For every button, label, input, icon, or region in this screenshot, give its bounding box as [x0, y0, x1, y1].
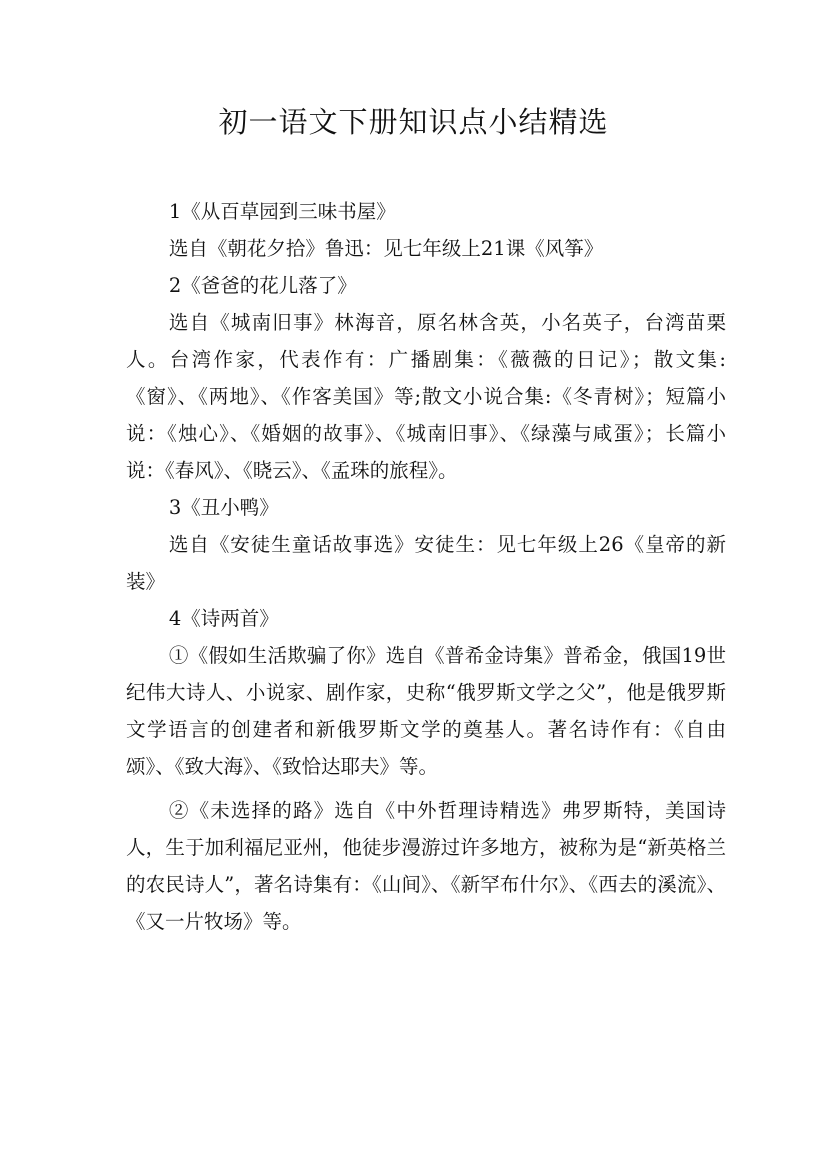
paragraph-heading-3: 3《丑小鸭》 — [168, 496, 279, 519]
paragraph-heading-4: 4《诗两首》 — [168, 607, 279, 630]
paragraph-3: 选自《安徒生童话故事选》安徒生：见七年级上26《皇帝的新装》 — [126, 533, 726, 593]
paragraph-4-poem-1: ①《假如生活欺骗了你》选自《普希金诗集》普希金，俄国19世纪伟大诗人、小说家、剧作家，史称“俄罗斯文学之父”，他是俄罗斯文学语言的创建者和新俄罗斯文学的奠基人。著名诗作有：《自由颂》、《致大海》、《致恰达耶夫》等。 — [126, 644, 726, 778]
paragraph-2: 选自《城南旧事》林海音，原名林含英，小名英子，台湾苗栗人。台湾作家，代表作有：广播剧集：《薇薇的日记》；散文集:《窗》、《两地》、《作客美国》等;散文小说合集:《冬青树》；短篇小说：《烛心》、《婚姻的故事》、《城南旧事》、《绿藻与咸蛋》；长篇小说：《春风》、《晓云》、《孟珠的旅程》。 — [126, 311, 726, 482]
paragraph-4-poem-2: ②《未选择的路》选自《中外哲理诗精选》弗罗斯特，美国诗人，生于加利福尼亚州，他徒步漫游过许多地方，被称为是“新英格兰的农民诗人”，著名诗集有：《山间》、《新罕布什尔》、《西去的溪流》、《又一片牧场》等。 — [126, 799, 726, 933]
paragraph-heading-2: 2《爸爸的花儿落了》 — [168, 274, 357, 297]
document-title: 初一语文下册知识点小结精选 — [218, 105, 609, 139]
paragraph-heading-1: 1《从百草园到三味书屋》 — [168, 200, 396, 223]
document-body — [126, 193, 726, 940]
paragraph-1: 选自《朝花夕拾》鲁迅：见七年级上21课《风筝》 — [168, 237, 604, 260]
